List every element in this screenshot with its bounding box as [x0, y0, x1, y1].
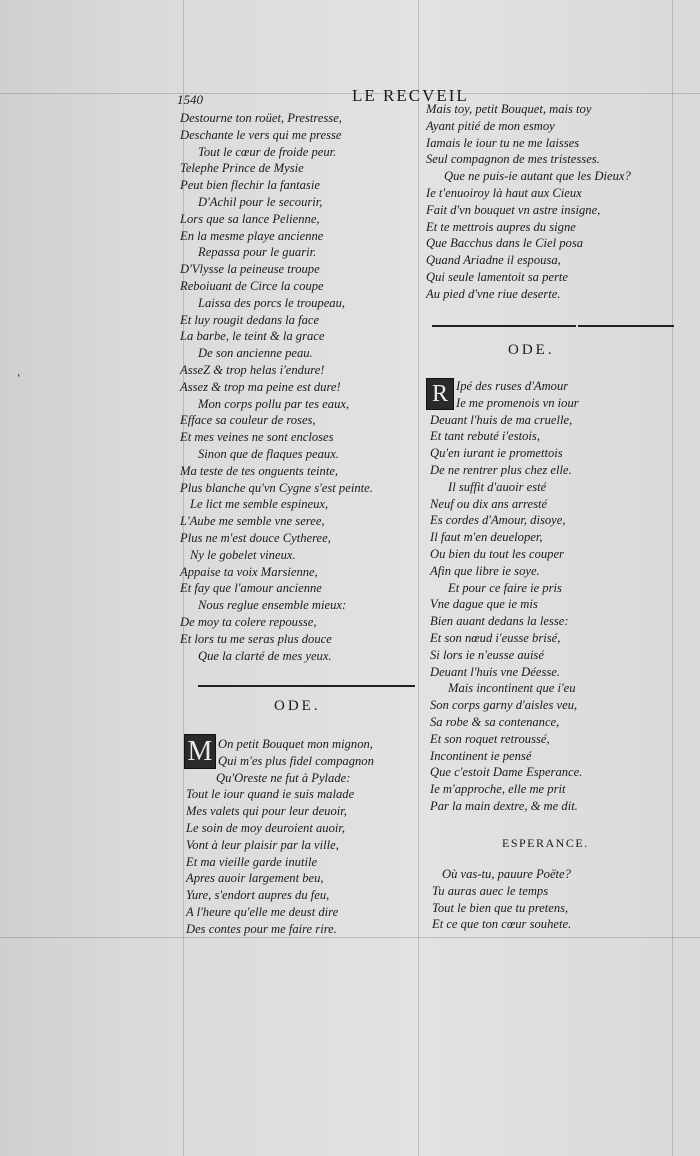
verse-line: Ie me promenois vn iour — [456, 395, 579, 410]
left-poem-column — [180, 110, 373, 664]
ode-title: ODE. — [274, 698, 321, 714]
left-ode-body — [186, 770, 354, 938]
verse-line: Incontinent ie pensé — [430, 748, 532, 763]
verse-line: Destourne ton roüet, Prestresse, — [180, 111, 342, 125]
verse-line: Mon corps pollu par tes eaux, — [198, 396, 350, 411]
ode-title: ODE. — [508, 342, 555, 358]
verse-line: Tu auras auec le temps — [432, 883, 549, 898]
verse-line: Et lors tu me seras plus douce — [180, 631, 332, 646]
right-ode-opening — [456, 378, 579, 412]
verse-line: Et pour ce faire ie pris — [448, 580, 562, 595]
right-ode-body — [430, 412, 582, 815]
margin-mark: ‘ — [17, 372, 21, 384]
verse-line: Qu'Oreste ne fut à Pylade: — [216, 770, 351, 785]
verse-line: La barbe, le teint & la grace — [180, 329, 325, 344]
section-rule — [432, 325, 576, 327]
verse-line: Et son roquet retroussé, — [430, 731, 550, 746]
page-fold-line — [418, 0, 419, 1156]
section-subheading: ESPERANCE. — [502, 836, 589, 850]
verse-line: Appaise ta voix Marsienne, — [180, 564, 318, 579]
verse-line: Plus ne m'est douce Cytheree, — [180, 530, 331, 545]
verse-line: Nous reglue ensemble mieux: — [198, 598, 347, 613]
verse-line: Quand Ariadne il espousa, — [426, 253, 561, 268]
verse-line: Ipé des ruses d'Amour — [456, 379, 569, 393]
verse-line: Il faut m'en deueloper, — [430, 530, 543, 545]
verse-line: Seul compagnon de mes tristesses. — [426, 152, 600, 167]
left-ode-opening — [218, 736, 374, 770]
right-poem-column — [426, 101, 631, 303]
verse-line: De son ancienne peau. — [198, 346, 313, 361]
verse-line: Et ce que ton cœur souhete. — [432, 917, 572, 932]
page-fold-line — [0, 93, 700, 94]
verse-line: D'Achil pour le secourir, — [198, 194, 323, 209]
verse-line: Le soin de moy deuroient auoir, — [186, 820, 346, 835]
verse-line: D'Vlysse la peineuse troupe — [180, 262, 320, 277]
verse-line: Telephe Prince de Mysie — [180, 161, 304, 176]
verse-line: Efface sa couleur de roses, — [180, 413, 316, 428]
esperance-speech — [432, 866, 571, 933]
verse-line: Mais incontinent que i'eu — [448, 681, 576, 696]
verse-line: Et son nœud i'eusse brisé, — [430, 630, 561, 645]
verse-line: Repassa pour le guarir. — [198, 245, 317, 260]
verse-line: Et tant rebuté i'estois, — [430, 429, 540, 444]
verse-line: Qui m'es plus fidel compagnon — [218, 753, 374, 768]
verse-line: Deuant l'huis vne Déesse. — [430, 664, 560, 679]
page-number: 1540 — [177, 92, 203, 107]
verse-line: Tout le bien que tu pretens, — [432, 900, 569, 915]
verse-line: Bien auant dedans la lesse: — [430, 614, 569, 629]
verse-line: Vont à leur plaisir par la ville, — [186, 837, 339, 852]
verse-line: Es cordes d'Amour, disoye, — [430, 513, 566, 528]
verse-line: Au pied d'vne riue deserte. — [426, 286, 561, 301]
verse-line: Et mes veines ne sont encloses — [180, 430, 334, 445]
verse-line: Son corps garny d'aisles veu, — [430, 698, 578, 713]
verse-line: Sinon que de flaques peaux. — [198, 446, 339, 461]
section-rule — [578, 325, 674, 327]
verse-line: Mes valets qui pour leur deuoir, — [186, 804, 347, 819]
verse-line: Laissa des porcs le troupeau, — [198, 295, 346, 310]
verse-line: De moy ta colere repousse, — [180, 614, 317, 629]
verse-line: Tout le iour quand ie suis malade — [186, 787, 355, 802]
verse-line: Reboiuant de Circe la coupe — [180, 278, 324, 293]
page-fold-line — [672, 0, 673, 1156]
verse-line: Ie t'enuoiroy là haut aux Cieux — [426, 185, 582, 200]
verse-line: Le lict me semble espineux, — [190, 497, 329, 512]
verse-line: Plus blanche qu'vn Cygne s'est peinte. — [180, 480, 373, 495]
running-head: LE RECVEIL — [352, 86, 469, 105]
verse-line: Ie m'approche, elle me prit — [430, 782, 566, 797]
verse-line: Qu'en iurant ie promettois — [430, 446, 563, 461]
verse-line: Et ma vieille garde inutile — [186, 854, 318, 869]
verse-line: Où vas-tu, pauure Poëte? — [442, 867, 571, 881]
verse-line: Que Bacchus dans le Ciel posa — [426, 236, 584, 251]
verse-line: L'Aube me semble vne seree, — [180, 514, 325, 529]
verse-line: Des contes pour me faire rire. — [186, 921, 337, 936]
verse-line: A l'heure qu'elle me deust dire — [186, 904, 339, 919]
verse-line: Si lors ie n'eusse auisé — [430, 647, 544, 662]
dropcap-initial: M — [184, 734, 216, 769]
verse-line: Deschante le vers qui me presse — [180, 127, 342, 142]
verse-line: On petit Bouquet mon mignon, — [218, 737, 373, 751]
verse-line: Que la clarté de mes yeux. — [198, 648, 332, 663]
verse-line: Que c'estoit Dame Esperance. — [430, 765, 583, 780]
verse-line: Mais toy, petit Bouquet, mais toy — [426, 102, 592, 116]
verse-line: Et luy rougit dedans la face — [180, 312, 320, 327]
verse-line: En la mesme playe ancienne — [180, 228, 324, 243]
verse-line: Et te mettrois aupres du signe — [426, 219, 576, 234]
verse-line: Yure, s'endort aupres du feu, — [186, 888, 330, 903]
verse-line: Ma teste de tes onguents teinte, — [180, 463, 339, 478]
verse-line: Fait d'vn bouquet vn astre insigne, — [426, 202, 601, 217]
verse-line: Par la main dextre, & me dit. — [430, 798, 578, 813]
verse-line: Afin que libre ie soye. — [430, 563, 540, 578]
verse-line: Apres auoir largement beu, — [186, 871, 324, 886]
verse-line: Deuant l'huis de ma cruelle, — [430, 412, 573, 427]
dropcap-initial: R — [426, 378, 454, 410]
verse-line: Qui seule lamentoit sa perte — [426, 269, 569, 284]
verse-line: Vne dague que ie mis — [430, 597, 538, 612]
verse-line: Lors que sa lance Pelienne, — [180, 211, 320, 226]
verse-line: De ne rentrer plus chez elle. — [430, 462, 572, 477]
verse-line: Et fay que l'amour ancienne — [180, 581, 322, 596]
verse-line: Sa robe & sa contenance, — [430, 714, 560, 729]
verse-line: Assez & trop ma peine est dure! — [180, 379, 341, 394]
verse-line: Ny le gobelet vineux. — [190, 547, 296, 562]
verse-line: AsseZ & trop helas i'endure! — [180, 362, 325, 377]
verse-line: Peut bien flechir la fantasie — [180, 178, 320, 193]
verse-line: Ou bien du tout les couper — [430, 546, 564, 561]
verse-line: Iamais le iour tu ne me laisses — [426, 135, 580, 150]
verse-line: Neuf ou dix ans arresté — [430, 496, 548, 511]
verse-line: Tout le cœur de froide peur. — [198, 144, 337, 159]
verse-line: Que ne puis-ie autant que les Dieux? — [444, 169, 631, 184]
verse-line: Ayant pitié de mon esmoy — [426, 118, 555, 133]
verse-line: Il suffit d'auoir esté — [448, 479, 547, 494]
section-rule — [198, 685, 415, 687]
